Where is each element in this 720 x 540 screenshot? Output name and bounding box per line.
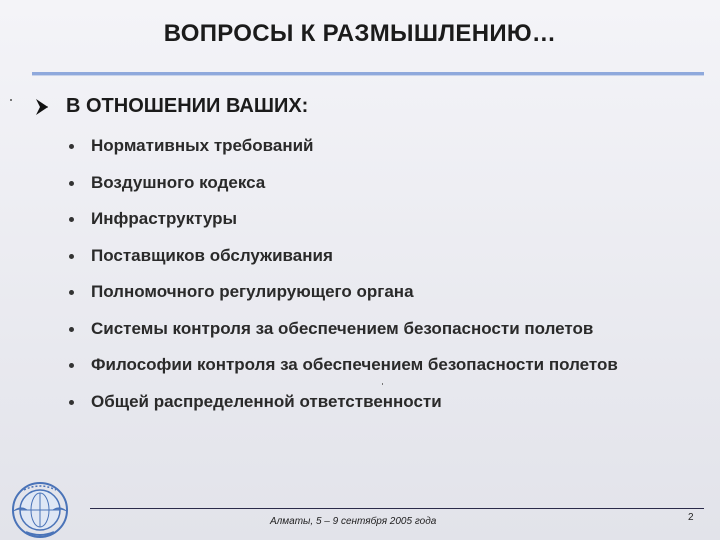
list-item-text: Общей распределенной ответственности xyxy=(91,391,442,411)
title-divider xyxy=(32,72,704,75)
section-heading xyxy=(34,95,308,118)
list-item xyxy=(64,354,651,376)
stray-dot xyxy=(382,383,383,385)
bullet-icon xyxy=(69,254,74,259)
bullet-icon xyxy=(69,181,74,186)
list-item-text: Системы контроля за обеспечением безопасности полетов xyxy=(91,318,594,338)
footer-divider xyxy=(90,508,704,509)
footer-text: Алматы, 5 – 9 сентября 2005 года xyxy=(270,516,437,527)
icao-emblem-icon xyxy=(6,480,74,540)
list-item xyxy=(64,281,704,303)
list-item xyxy=(64,391,704,413)
list-item-text: Воздушного кодекса xyxy=(91,172,266,192)
list-item-text: Инфраструктуры xyxy=(91,209,237,228)
list-item-text: Философии контроля за обеспечением безопасности полетов xyxy=(91,355,618,374)
bullet-icon xyxy=(69,144,74,149)
bullet-list xyxy=(64,135,704,427)
page-number: 2 xyxy=(688,512,694,523)
list-item xyxy=(64,172,704,194)
list-item-text: Поставщиков обслуживания xyxy=(91,245,333,265)
bullet-icon xyxy=(69,217,74,222)
bullet-icon xyxy=(69,363,74,368)
list-item-text: Полномочного регулирующего органа xyxy=(91,282,414,301)
bullet-icon xyxy=(69,290,74,295)
list-item xyxy=(64,318,704,340)
list-item-text: Нормативных требований xyxy=(91,136,314,155)
section-heading-text: В ОТНОШЕНИИ ВАШИХ: xyxy=(66,95,309,117)
arrow-bullet-icon xyxy=(34,97,56,117)
bullet-icon xyxy=(69,327,74,332)
stray-dot xyxy=(10,99,12,101)
list-item xyxy=(64,208,704,230)
bullet-icon xyxy=(69,400,74,405)
slide-title: ВОПРОСЫ К РАЗМЫШЛЕНИЮ… xyxy=(163,20,557,47)
list-item xyxy=(64,135,704,157)
list-item xyxy=(64,245,704,267)
